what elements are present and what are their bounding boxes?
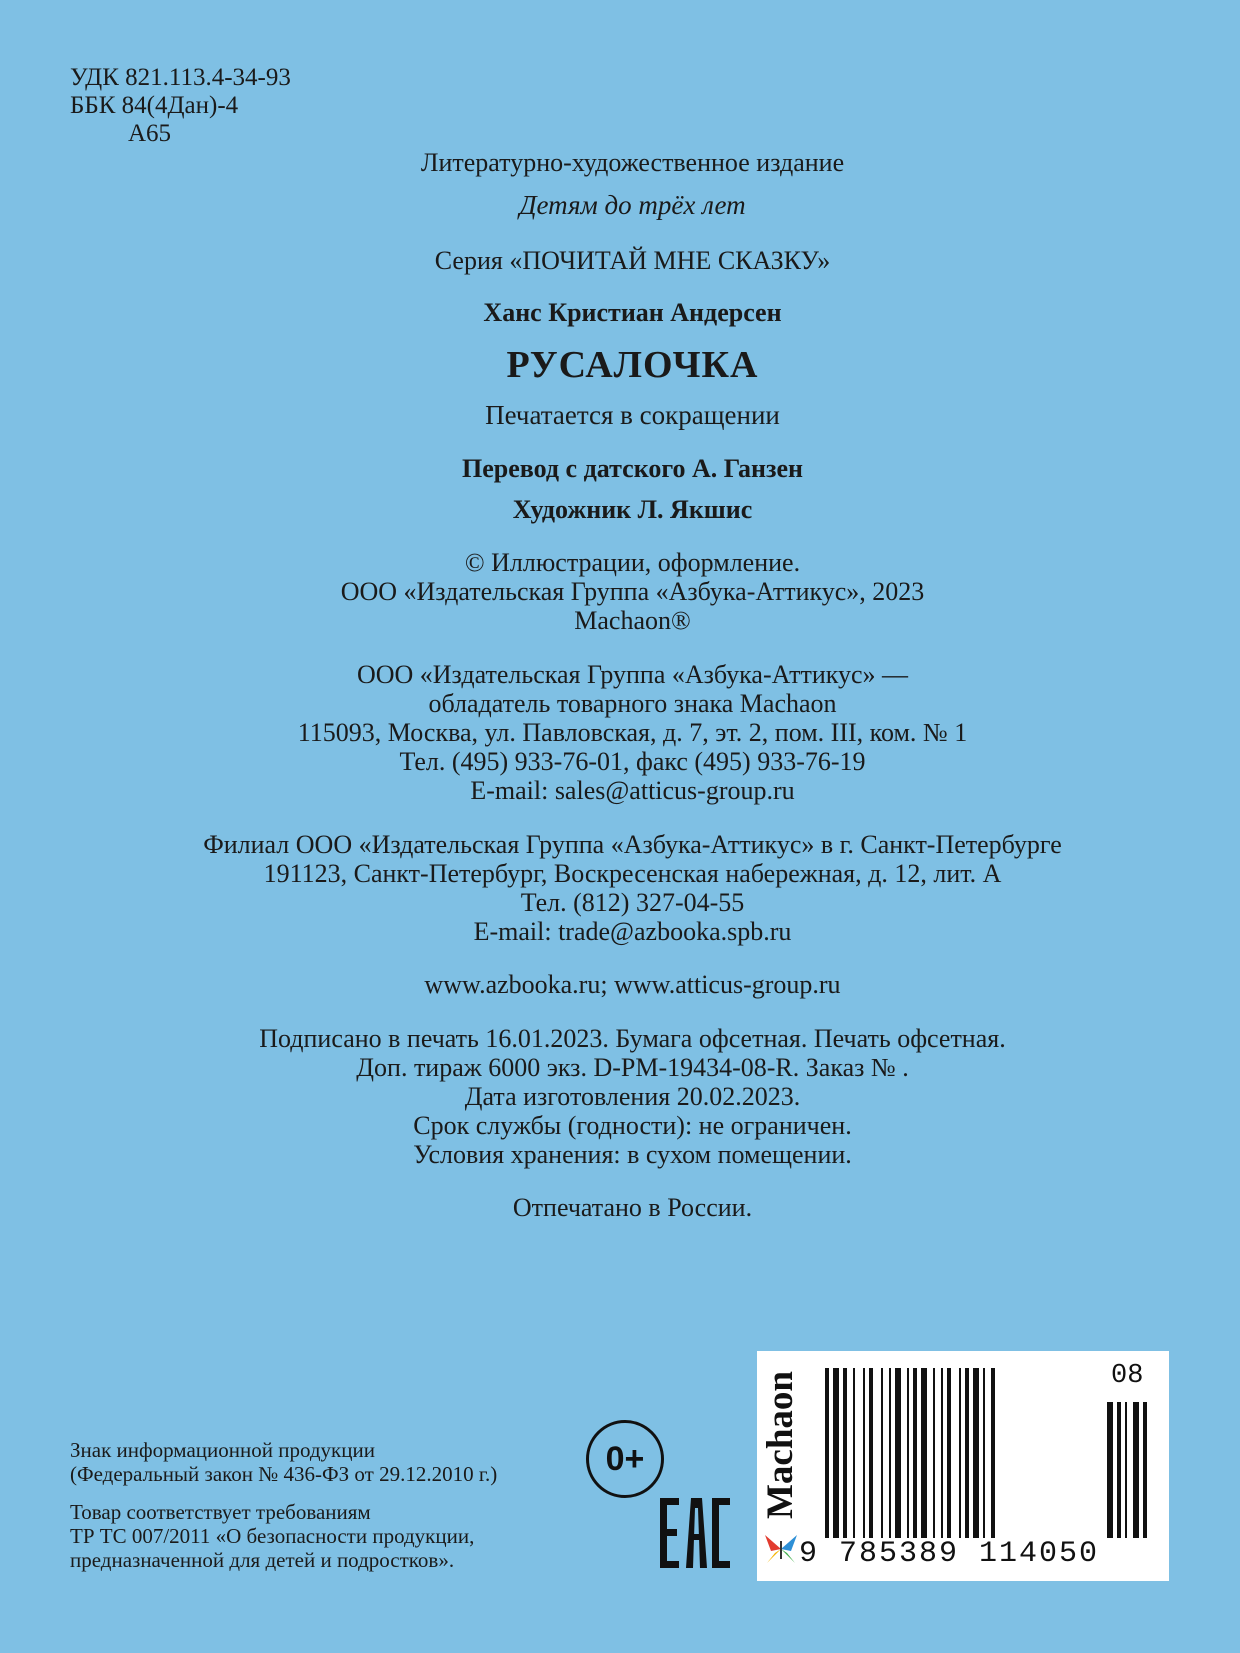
publisher-line: обладатель товарного знака Machaon — [428, 689, 837, 718]
author-sign: А65 — [128, 120, 172, 147]
translator-credit: Перевод с датского А. Ганзен — [462, 454, 803, 483]
branch-email: E-mail: trade@azbooka.spb.ru — [473, 917, 792, 946]
barcode-addon: 08 — [1111, 1361, 1144, 1391]
classification-block — [70, 64, 291, 148]
illustrator-credit: Художник Л. Якшис — [512, 495, 753, 524]
publisher-line: ООО «Издательская Группа «Азбука-Аттикус» — — [356, 660, 909, 689]
publisher-line: 115093, Москва, ул. Павловская, д. 7, эт. 2, пом. III, ком. № 1 — [297, 718, 968, 747]
edition-type: Литературно-художественное издание — [420, 148, 845, 177]
print-info-line: Дата изготовления 20.02.2023. — [464, 1082, 801, 1111]
series-name: Серия «ПОЧИТАЙ МНЕ СКАЗКУ» — [434, 246, 831, 275]
udk-code: УДК 821.113.4-34-93 — [70, 64, 291, 91]
abridged-note: Печатается в сокращении — [485, 400, 780, 430]
printed-in: Отпечатано в России. — [512, 1193, 753, 1222]
info-mark-line: Знак информационной продукции — [70, 1438, 375, 1462]
copyright-line: © Иллюстрации, оформление. — [464, 548, 801, 577]
age-rating-badge: 0+ — [586, 1420, 664, 1498]
compliance-text — [70, 1500, 474, 1572]
branch-line: Филиал ООО «Издательская Группа «Азбука-Аттикус» в г. Санкт-Петербурге — [203, 830, 1062, 859]
publisher-line: Тел. (495) 933-76-01, факс (495) 933-76-19 — [399, 747, 866, 776]
age-note: Детям до трёх лет — [519, 190, 746, 220]
author-name: Ханс Кристиан Андерсен — [483, 298, 782, 327]
copyright-line: ООО «Издательская Группа «Азбука-Аттикус», 2023 — [340, 577, 925, 606]
branch-line: 191123, Санкт-Петербург, Воскресенская набережная, д. 12, лит. А — [263, 859, 1002, 888]
copyright-line: Machaon® — [574, 606, 691, 635]
info-mark-text — [70, 1438, 497, 1486]
barcode-bars — [825, 1368, 1153, 1538]
branch-line: Тел. (812) 327-04-55 — [520, 888, 745, 917]
print-info-line: Условия хранения: в сухом помещении. — [413, 1140, 852, 1169]
publisher-block — [0, 660, 1240, 805]
eac-mark-icon — [658, 1496, 732, 1570]
compliance-line: предназначенной для детей и подростков». — [70, 1548, 455, 1572]
print-info-block — [0, 1024, 1240, 1169]
book-title: РУСАЛОЧКА — [506, 344, 759, 386]
branch-block — [0, 830, 1240, 946]
compliance-line: ТР ТС 007/2011 «О безопасности продукции, — [70, 1524, 475, 1548]
publisher-email: E-mail: sales@atticus-group.ru — [470, 776, 795, 805]
machaon-logo: Machaon — [760, 1371, 801, 1519]
bbk-code: ББК 84(4Дан)-4 — [70, 92, 239, 119]
butterfly-logo-icon — [763, 1531, 799, 1567]
copyright-block — [0, 548, 1240, 635]
print-info-line: Доп. тираж 6000 экз. D-PM-19434-08-R. Заказ № . — [356, 1053, 909, 1082]
barcode-label — [757, 1351, 1169, 1581]
print-info-line: Срок службы (годности): не ограничен. — [413, 1111, 852, 1140]
print-info-line: Подписано в печать 16.01.2023. Бумага офсетная. Печать офсетная. — [259, 1024, 1006, 1053]
websites: www.azbooka.ru; www.atticus-group.ru — [424, 970, 841, 999]
info-mark-line: (Федеральный закон № 436-ФЗ от 29.12.2010 г.) — [70, 1462, 498, 1486]
compliance-line: Товар соответствует требованиям — [70, 1500, 371, 1524]
isbn-digits: 9 785389 114050 — [799, 1537, 1100, 1571]
